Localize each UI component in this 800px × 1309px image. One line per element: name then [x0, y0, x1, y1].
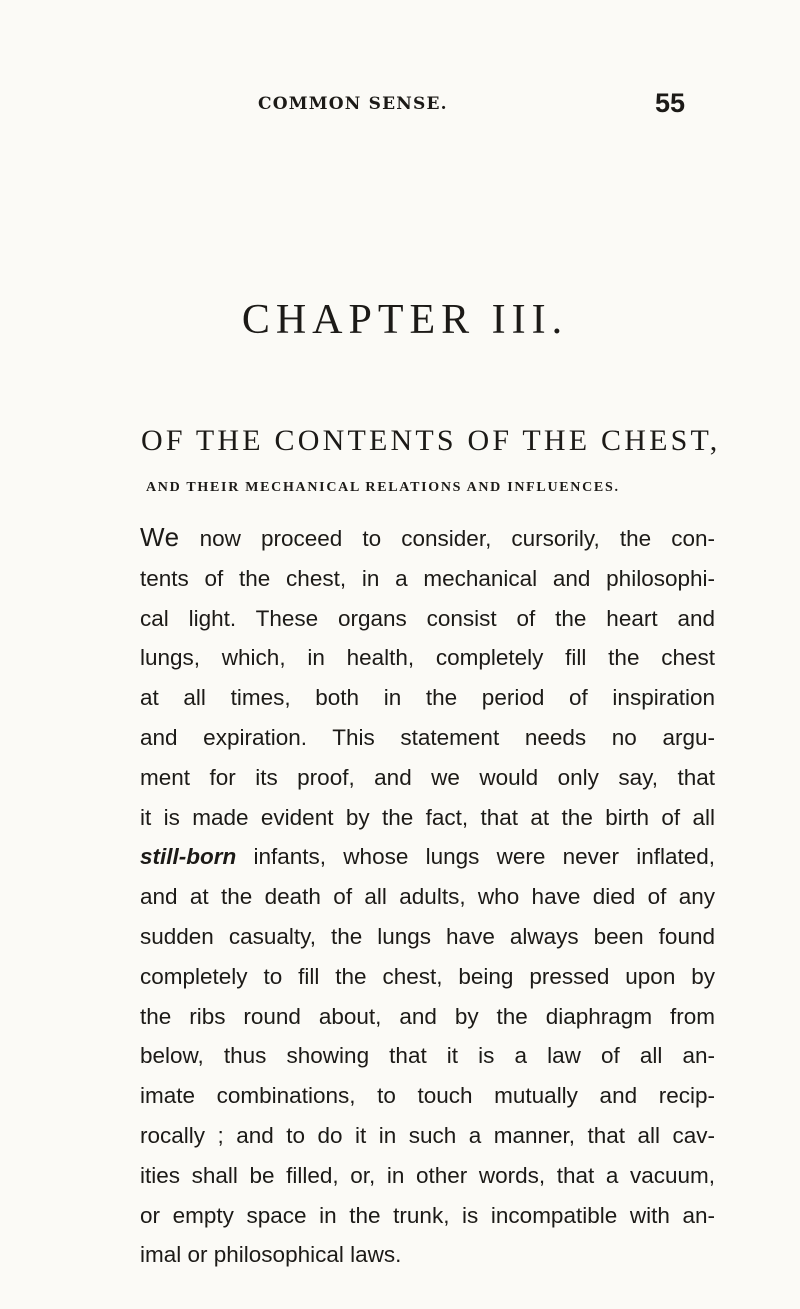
- running-head: [0, 88, 800, 124]
- text-line: at all times, both in the period of inspiration: [140, 685, 715, 711]
- text-line: sudden casualty, the lungs have always been found: [140, 923, 715, 949]
- text-line: tents of the chest, in a mechanical and philosophi-: [140, 565, 715, 591]
- text-line: and at the death of all adults, who have died of any: [140, 884, 715, 910]
- text-line: [140, 518, 715, 559]
- text-line: it is made evident by the fact, that at the birth of all: [140, 804, 715, 830]
- text-line: lungs, which, in health, completely fill the chest: [140, 645, 715, 671]
- text-line: ment for its proof, and we would only say, that: [140, 764, 715, 790]
- text-line-rest: now proceed to consider, cursorily, the con-: [179, 526, 715, 551]
- text-line: cal light. These organs consist of the heart and: [140, 605, 715, 631]
- text-line: or empty space in the trunk, is incompatible with an-: [140, 1202, 715, 1228]
- section-subtitle: AND THEIR MECHANICAL RELATIONS AND INFLUENCES.: [146, 480, 620, 495]
- text-line: the ribs round about, and by the diaphragm from: [140, 1003, 715, 1029]
- text-line: and expiration. This statement needs no argu-: [140, 724, 715, 750]
- page-number: 55: [655, 88, 686, 118]
- chapter-title: CHAPTER III.: [241, 297, 569, 343]
- body-paragraph: [140, 518, 715, 1275]
- running-title: COMMON SENSE.: [258, 94, 448, 114]
- section-title: OF THE CONTENTS OF THE CHEST,: [141, 424, 721, 457]
- text-line: below, thus showing that it is a law of all an-: [140, 1043, 715, 1069]
- text-line: rocally ; and to do it in such a manner, that all cav-: [140, 1122, 715, 1148]
- opening-word: We: [140, 522, 180, 552]
- text-line: imal or philosophical laws.: [140, 1242, 402, 1268]
- text-line: ities shall be filled, or, in other words, that a vacuum,: [140, 1162, 715, 1188]
- text-line: imate combinations, to touch mutually and recip-: [140, 1083, 715, 1109]
- text-line: completely to fill the chest, being pressed upon by: [140, 963, 715, 989]
- text-line: [140, 837, 715, 877]
- text-line-rest: infants, whose lungs were never inflated,: [236, 844, 715, 870]
- italic-phrase: still-born: [140, 844, 237, 870]
